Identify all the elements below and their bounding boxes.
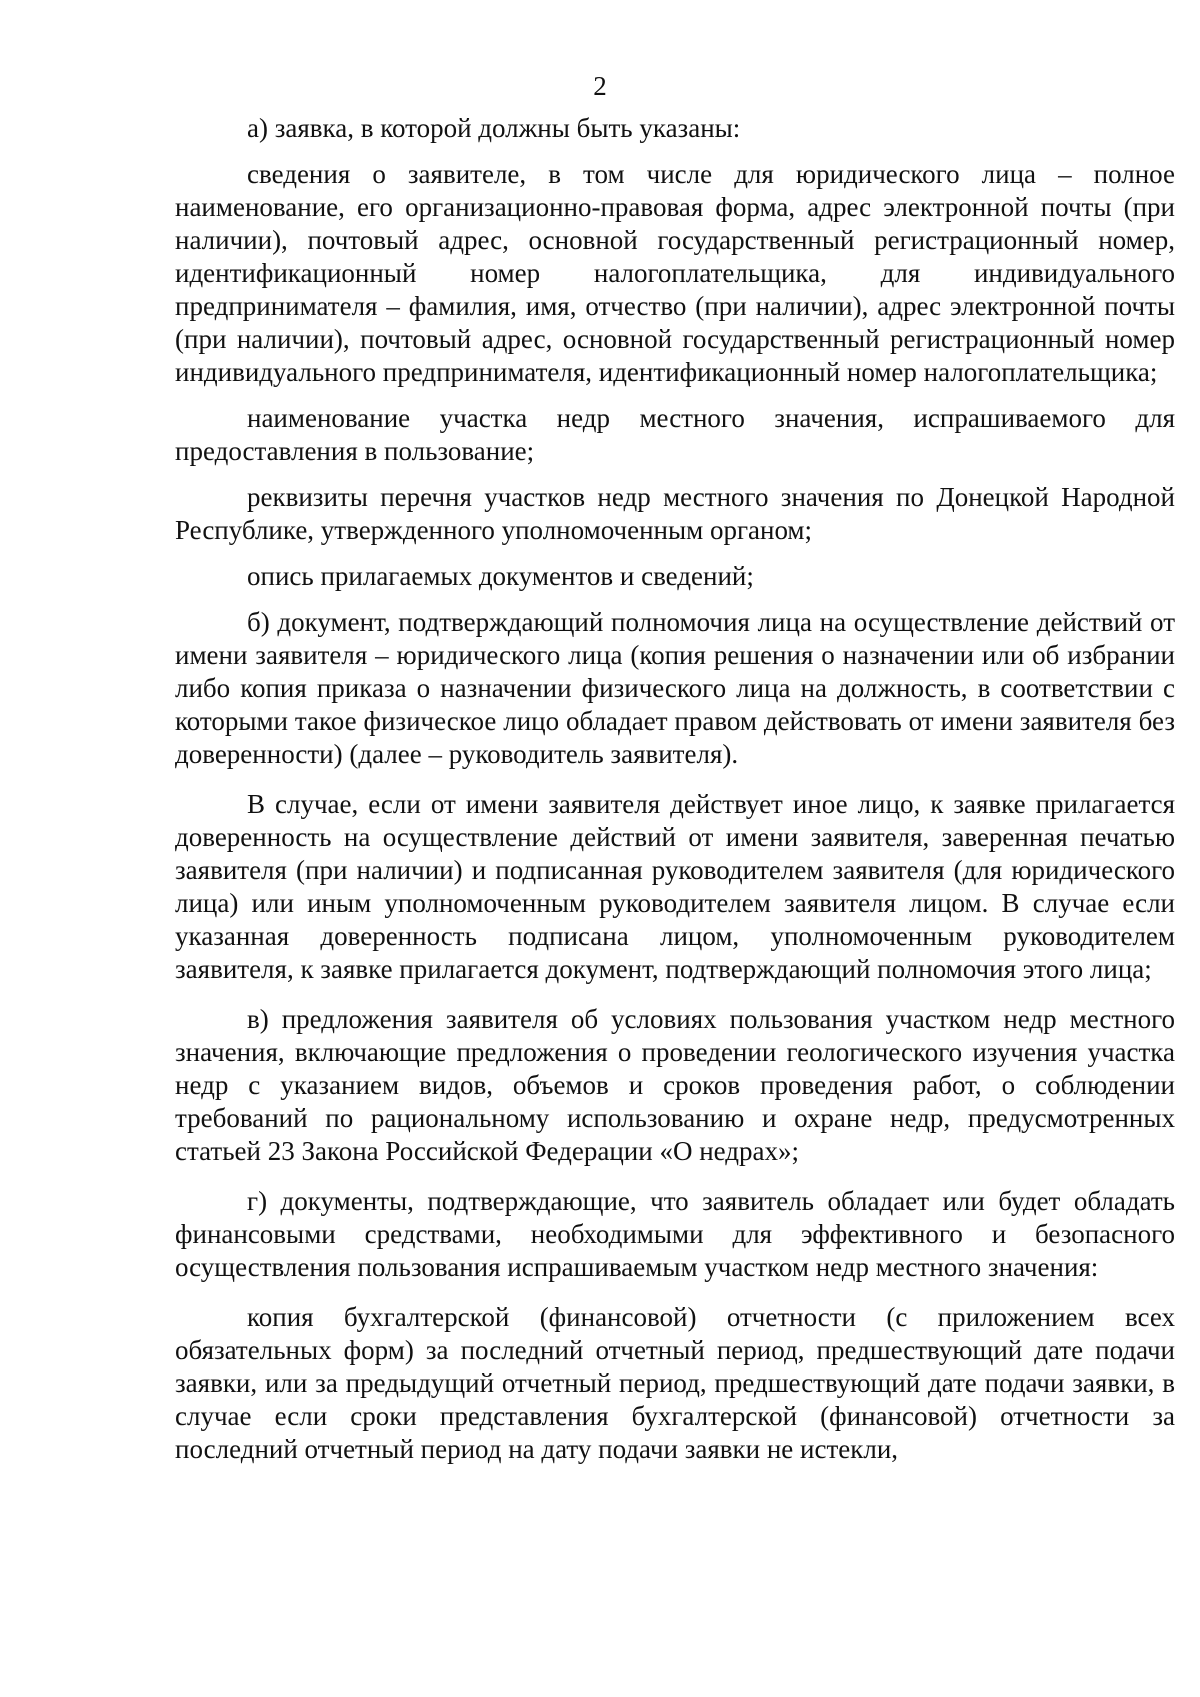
paragraph-applicant-info: сведения о заявителе, в том числе для юридического лица – полное наименование, его организационно-правовая форма, адрес электронной почты (при наличии), почтовый адрес, основной государственный регистрационный номер, идентификационный номер налогоплательщика, для индивидуального предпринимателя – фамилия, имя, отчество (при наличии), адрес электронной почты (при наличии), почтовый адрес, основной государственный регистрационный номер индивидуального предпринимателя, идентификационный номер налогоплательщика; — [175, 159, 1175, 387]
document-body — [175, 112, 1175, 1479]
page-number: 2 — [593, 71, 607, 101]
paragraph-list-requisites: реквизиты перечня участков недр местного значения по Донецкой Народной Республике, утвержденного уполномоченным органом; — [175, 482, 1175, 545]
paragraph-accounting-statements: копия бухгалтерской (финансовой) отчетности (с приложением всех обязательных форм) за последний отчетный период, предшествующий дате подачи заявки, или за предыдущий отчетный период, предшествующий дате подачи заявки, в случае если сроки представления бухгалтерской (финансовой) отчетности за последний отчетный период на дату подачи заявки не истекли, — [175, 1302, 1175, 1464]
paragraph-document-inventory: опись прилагаемых документов и сведений; — [247, 561, 754, 591]
paragraph-financial-documents: г) документы, подтверждающие, что заявитель обладает или будет обладать финансовыми средствами, необходимыми для эффективного и безопасного осуществления пользования испрашиваемым участком недр местного значения: — [175, 1186, 1175, 1282]
paragraph-subsoil-plot-name: наименование участка недр местного значения, испрашиваемого для предоставления в пользование; — [175, 403, 1175, 466]
paragraph-authority-document: б) документ, подтверждающий полномочия лица на осуществление действий от имени заявителя – юридического лица (копия решения о назначении или об избрании либо копия приказа о назначении физического лица на должность, в соответствии с которыми такое физическое лицо обладает правом действовать от имени заявителя без доверенности) (далее – руководитель заявителя). — [175, 607, 1175, 769]
paragraph-power-of-attorney: В случае, если от имени заявителя действует иное лицо, к заявке прилагается доверенность на осуществление действий от имени заявителя, заверенная печатью заявителя (при наличии) и подписанная руководителем заявителя (для юридического лица) или иным уполномоченным руководителем заявителя лицом. В случае если указанная доверенность подписана лицом, уполномоченным руководителем заявителя, к заявке прилагается документ, подтверждающий полномочия этого лица; — [175, 789, 1175, 984]
paragraph-usage-proposals: в) предложения заявителя об условиях пользования участком недр местного значения, включающие предложения о проведении геологического изучения участка недр с указанием видов, объемов и сроков проведения работ, о соблюдении требований по рациональному использованию и охране недр, предусмотренных статьей 23 Закона Российской Федерации «О недрах»; — [175, 1004, 1175, 1166]
paragraph-application-header: а) заявка, в которой должны быть указаны: — [247, 113, 741, 143]
